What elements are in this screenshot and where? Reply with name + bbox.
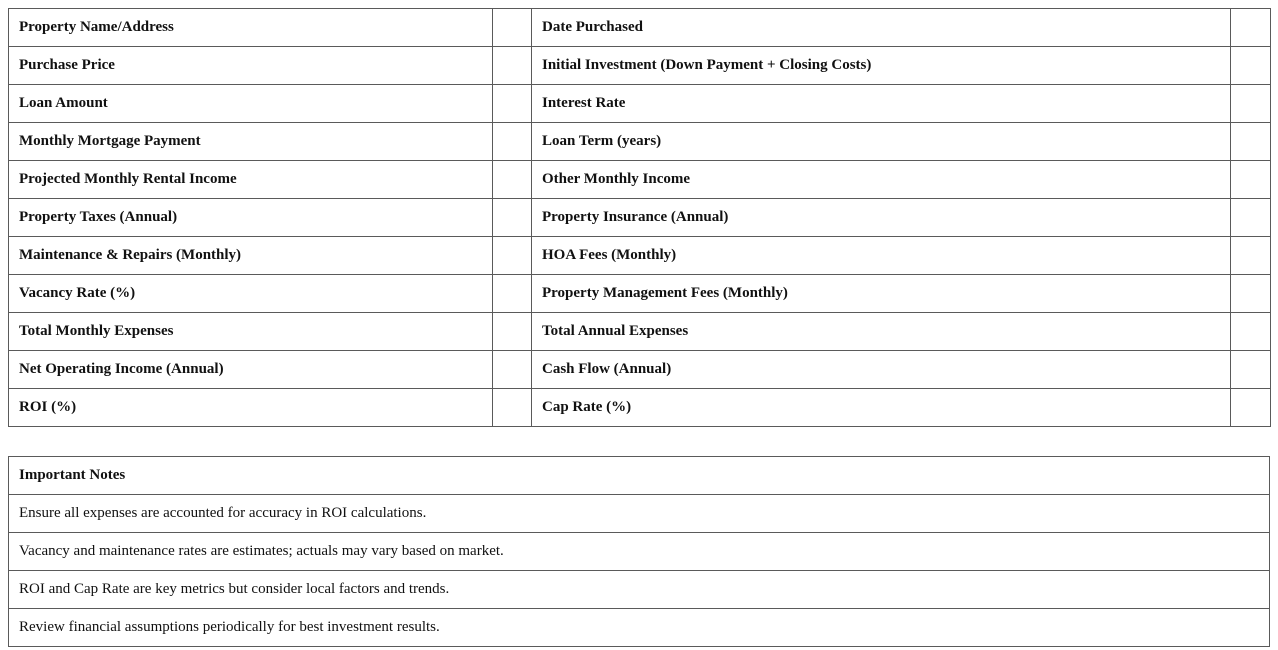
field-label: ROI (%) — [9, 389, 493, 427]
important-notes-table — [8, 456, 1270, 647]
field-value[interactable] — [1231, 275, 1271, 313]
table-row — [9, 237, 1271, 275]
field-label: Net Operating Income (Annual) — [9, 351, 493, 389]
field-label: Monthly Mortgage Payment — [9, 123, 493, 161]
field-label: Cash Flow (Annual) — [532, 351, 1231, 389]
note-row — [9, 495, 1270, 533]
note-row — [9, 533, 1270, 571]
field-value[interactable] — [493, 9, 532, 47]
field-value[interactable] — [493, 389, 532, 427]
field-value[interactable] — [1231, 161, 1271, 199]
field-value[interactable] — [493, 161, 532, 199]
field-label: Vacancy Rate (%) — [9, 275, 493, 313]
field-value[interactable] — [1231, 85, 1271, 123]
field-label: Property Management Fees (Monthly) — [532, 275, 1231, 313]
field-value[interactable] — [1231, 123, 1271, 161]
field-value[interactable] — [493, 351, 532, 389]
field-value[interactable] — [1231, 389, 1271, 427]
field-label: Projected Monthly Rental Income — [9, 161, 493, 199]
field-label: Loan Term (years) — [532, 123, 1231, 161]
field-label: Cap Rate (%) — [532, 389, 1231, 427]
field-label: Loan Amount — [9, 85, 493, 123]
table-row — [9, 389, 1271, 427]
notes-title: Important Notes — [9, 457, 1270, 495]
field-value[interactable] — [1231, 313, 1271, 351]
field-value[interactable] — [493, 199, 532, 237]
table-row — [9, 313, 1271, 351]
table-row — [9, 9, 1271, 47]
table-row — [9, 85, 1271, 123]
table-row — [9, 161, 1271, 199]
field-label: Maintenance & Repairs (Monthly) — [9, 237, 493, 275]
note-text: ROI and Cap Rate are key metrics but consider local factors and trends. — [9, 571, 1270, 609]
note-row — [9, 609, 1270, 647]
field-value[interactable] — [1231, 47, 1271, 85]
note-text: Ensure all expenses are accounted for accuracy in ROI calculations. — [9, 495, 1270, 533]
field-label: Date Purchased — [532, 9, 1231, 47]
field-value[interactable] — [493, 47, 532, 85]
field-value[interactable] — [1231, 237, 1271, 275]
field-value[interactable] — [493, 275, 532, 313]
field-label: Other Monthly Income — [532, 161, 1231, 199]
field-label: Property Insurance (Annual) — [532, 199, 1231, 237]
field-label: Interest Rate — [532, 85, 1231, 123]
field-value[interactable] — [1231, 9, 1271, 47]
field-label: Initial Investment (Down Payment + Closing Costs) — [532, 47, 1231, 85]
field-label: Purchase Price — [9, 47, 493, 85]
field-label: Total Monthly Expenses — [9, 313, 493, 351]
table-row — [9, 47, 1271, 85]
notes-header-row — [9, 457, 1270, 495]
field-label: Property Taxes (Annual) — [9, 199, 493, 237]
table-row — [9, 123, 1271, 161]
field-value[interactable] — [493, 123, 532, 161]
table-row — [9, 275, 1271, 313]
field-value[interactable] — [493, 85, 532, 123]
field-label: HOA Fees (Monthly) — [532, 237, 1231, 275]
field-label: Property Name/Address — [9, 9, 493, 47]
table-row — [9, 351, 1271, 389]
note-row — [9, 571, 1270, 609]
note-text: Vacancy and maintenance rates are estimates; actuals may vary based on market. — [9, 533, 1270, 571]
field-label: Total Annual Expenses — [532, 313, 1231, 351]
field-value[interactable] — [1231, 351, 1271, 389]
field-value[interactable] — [493, 237, 532, 275]
field-value[interactable] — [493, 313, 532, 351]
field-value[interactable] — [1231, 199, 1271, 237]
property-roi-table — [8, 8, 1271, 427]
note-text: Review financial assumptions periodically for best investment results. — [9, 609, 1270, 647]
table-row — [9, 199, 1271, 237]
